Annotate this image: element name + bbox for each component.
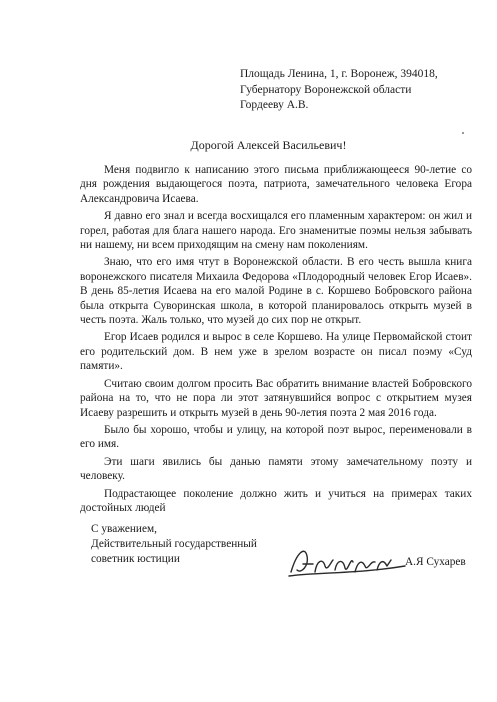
paragraph-4: Егор Исаев родился и вырос в селе Коршево. На улице Первомайской стоит его родительский дом. В нем уже в зрелом возрасте он писал поэму «Суд памяти». bbox=[80, 331, 472, 373]
paragraph-6: Было бы хорошо, чтобы и улицу, на которой поэт вырос, переименовали в его имя. bbox=[80, 423, 472, 451]
address-line-2: Губернатору Воронежской области bbox=[240, 83, 412, 96]
paragraph-5: Считаю своим долгом просить Вас обратить внимание властей Бобровского района на то, что не пора ли этот затянувшийся вопрос с открытием музея Исаеву разрешить и открыть музей в день 90-летия поэта 2 мая 2016 года. bbox=[80, 377, 472, 419]
address-line-3: Гордееву А.В. bbox=[240, 99, 309, 111]
handwritten-signature bbox=[287, 542, 417, 582]
closing-line-3: советник юстиции bbox=[91, 552, 180, 565]
paragraph-1: Меня подвигло к написанию этого письма приближающееся 90-летие со дня рождения выдающегося поэта, патриота, замечательного человека Егора Александровича Исаева. bbox=[80, 164, 472, 205]
paragraph-8: Подрастающее поколение должно жить и учиться на примерах таких достойных людей bbox=[80, 487, 472, 514]
closing-line-1: С уважением, bbox=[91, 523, 157, 535]
paragraph-2: Я давно его знал и всегда восхищался его пламенным характером: он жил и горел, работая для блага нашего народа. Его знаменитые поэмы нельзя забывать ни нашему, ни всем приходящим на смену нам поколениям. bbox=[80, 210, 472, 252]
letter-body bbox=[80, 163, 472, 518]
letter-greeting: Дорогой Алексей Васильевич! bbox=[190, 138, 347, 152]
paragraph-7: Эти шаги явились бы данью памяти этому замечательному поэту и человеку. bbox=[80, 455, 472, 483]
recipient-address bbox=[240, 67, 480, 114]
letter-closing bbox=[91, 522, 291, 566]
paragraph-3: Знаю, что его имя чтут в Воронежской области. В его честь вышла книга воронежского писателя Михаила Федорова «Плодородный человек Егор Исаев». В день 85-летия Исаева на его малой Родине в с. Коршево Бобровского района была открыта Суворинская школа, в которой планировалось открыть музей в честь поэта. Жаль только, что музей до сих пор не открыт. bbox=[80, 256, 472, 327]
scan-speck bbox=[462, 132, 464, 134]
address-line-1: Площадь Ленина, 1, г. Воронеж, 394018, bbox=[240, 68, 438, 80]
signer-name: А.Я Сухарев bbox=[405, 556, 466, 568]
closing-line-2: Действительный государственный bbox=[91, 537, 257, 550]
